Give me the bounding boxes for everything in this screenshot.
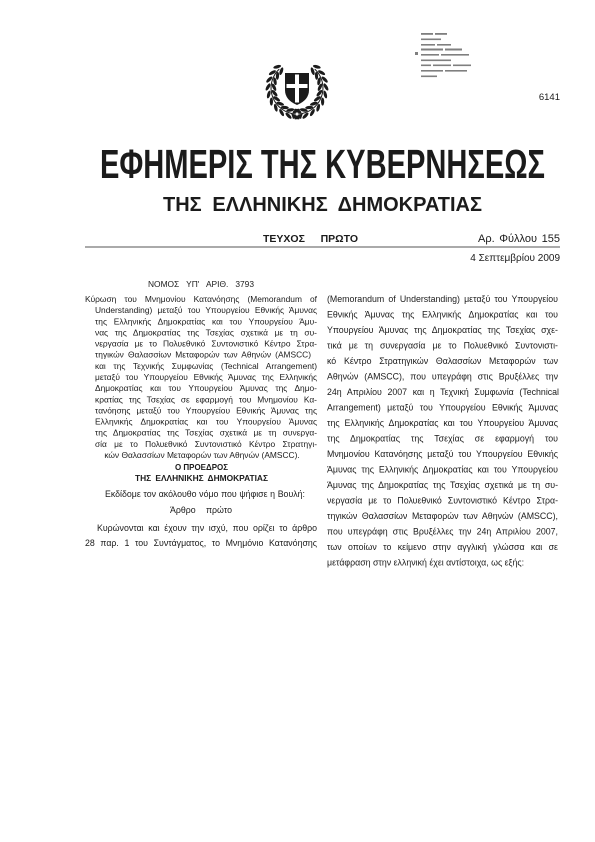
laurel-leaf: [273, 64, 282, 69]
right-column: [327, 294, 559, 568]
article-text-line: 24η Απριλίου 2007 και η Τεχνική Συμφωνία (Technical: [327, 387, 560, 397]
article-text-line: Άμυνας της Ελληνικής Δημοκρατίας και του Υπουργείου: [327, 464, 558, 475]
laurel-leaf: [278, 108, 285, 117]
cross-horizontal: [287, 84, 308, 88]
laurel-leaf: [310, 101, 319, 107]
enacting-formula: Εκδίδομε τον ακόλουθο νόμο που ψήφισε η Βουλή:: [105, 489, 305, 499]
page-number: 6141: [538, 92, 560, 103]
article-text-line: (Memorandum of Understanding) μεταξύ του Υπουργείου: [327, 294, 558, 304]
law-title-line: κρατίας της Τσεχίας σε εφαρμογή του Μνημονίου Κα-: [95, 394, 317, 405]
law-title-line: Ελληνικής Δημοκρατίας και του Υπουργείου Άμυνας: [95, 416, 317, 427]
gazette-subtitle: ΤΗΣ ΕΛΛΗΝΙΚΗΣ ΔΗΜΟΚΡΑΤΙΑΣ: [163, 194, 482, 216]
laurel-leaf: [310, 67, 316, 76]
law-title-line: Κύρωση του Μνημονίου Κατανόησης (Memorandum of: [85, 294, 318, 304]
article-text-line: μετάφραση στην ελληνική έχει αντίστοιχα, ως εξής:: [327, 557, 525, 568]
article-text-line: Αθηνών (AMSCC), που υπεγράφη στις Βρυξέλλες την: [327, 371, 559, 382]
law-title-line: Understanding) μεταξύ του Υπουργείου Εθνικής Άμυνας: [95, 305, 317, 316]
law-title-line: κών Θαλασσίων Μεταφορών των Αθηνών (AMSCC).: [104, 450, 300, 460]
article-text-line: Κυρώνονται και έχουν την ισχύ, που ορίζει το άρθρο: [97, 523, 317, 533]
law-title-line: μεταξύ του Υπουργείου Εθνικής Άμυνας της Ελληνικής: [95, 372, 318, 382]
cross-vertical: [295, 75, 299, 103]
law-title-line: νας της Δημοκρατίας της Τσεχίας σχετικά με τη συ-: [95, 327, 317, 338]
greek-coat-of-arms-icon: [265, 64, 330, 120]
article-text-line: της Δημοκρατίας της Τσεχίας σε εφαρμογή του: [327, 433, 558, 444]
laurel-leaf: [309, 108, 316, 117]
law-number: ΝΟΜΟΣ ΥΠ' ΑΡΙΘ. 3793: [148, 279, 254, 289]
laurel-leaf: [317, 69, 326, 76]
laurel-leaf: [265, 83, 272, 92]
laurel-leaf: [321, 98, 324, 106]
laurel-leaf: [323, 90, 328, 99]
article-text-line: Μνημονίου Κατανόησης μεταξύ του Υπουργείου Εθνικής: [327, 449, 558, 459]
law-title: [85, 294, 318, 460]
law-title-line: σία με το Πολυεθνικό Συντονιστικό Κέντρο Στρατηγι-: [95, 438, 318, 449]
article-text-line: που υπεγράφη στις Βρυξέλλες την 24η Απριλίου 2007,: [327, 526, 558, 537]
president-heading: Ο ΠΡΟΕΔΡΟΣ: [175, 462, 228, 472]
issue-date: 4 Σεπτεμβρίου 2009: [470, 253, 560, 264]
law-title-line: τηγικών Θαλασσίων Μεταφορών των Αθηνών (AMSCC): [95, 349, 312, 360]
laurel-leaf: [276, 101, 285, 107]
article-heading: Άρθρο πρώτο: [170, 505, 232, 515]
law-title-line: και της Τεχνικής Συμφωνίας (Technical Arrangement): [95, 360, 317, 371]
laurel-leaf: [268, 69, 277, 76]
laurel-leaf: [313, 64, 322, 69]
article-text-line: κό Κέντρο Στρατηγικών Θαλασσίων Μεταφορών των: [327, 356, 559, 366]
law-title-line: τανόησης μεταξύ του Υπουργείου Εθνικής Άμυνας της: [95, 405, 317, 416]
article-text-line: Arrangement) μεταξύ του Υπουργείου Εθνικής Άμυνας: [327, 402, 559, 413]
article-text-line: Εθνικής Άμυνας της Ελληνικής Δημοκρατίας και του: [327, 309, 558, 320]
article-text-line: τηγικών Θαλασσίων Μεταφορών των Αθηνών (AMSCC),: [327, 511, 558, 521]
issue-series: ΤΕΥΧΟΣ ΠΡΩΤΟ: [263, 233, 358, 245]
sheet-number: Αρ. Φύλλου 155: [478, 233, 560, 245]
law-title-line: της Δημοκρατίας της Τσεχίας σχετικά με τη συνεργα-: [95, 427, 318, 438]
article-text-line: των οποίων το κείμενο στην αγγλική γλώσσα και σε: [327, 542, 558, 552]
gazette-title: ΕΦΗΜΕΡΙΣ ΤΗΣ ΚΥΒΕΡΝΗΣΕΩΣ: [100, 141, 545, 187]
president-heading: ΤΗΣ ΕΛΛΗΝΙΚΗΣ ΔΗΜΟΚΡΑΤΙΑΣ: [135, 473, 268, 483]
law-title-line: νεργασία με το Πολυεθνικό Συντονιστικό Κέντρο Στρα-: [95, 338, 317, 349]
article-text-line: νεργασία με το Πολυεθνικό Συντονιστικό Κέντρο Στρα-: [327, 495, 559, 506]
article-text-line: Υπουργείου Άμυνας της Δημοκρατίας της Τσεχίας σχε-: [327, 325, 558, 335]
article-text-line: 28 παρ. 1 του Συντάγματος, το Μνημόνιο Κατανόησης: [85, 538, 318, 548]
article-text-line: τικά με τη συνεργασία με το Πολυεθνικό Συντονιστι-: [327, 340, 558, 351]
law-title-line: Δημοκρατίας και του Υπουργείου Άμυνας της Δημο-: [95, 383, 317, 394]
laurel-leaf: [278, 67, 284, 76]
laurel-leaf: [270, 98, 273, 106]
article-text-line: Άμυνας της Δημοκρατίας της Τσεχίας σχετικά με τη συ-: [327, 480, 559, 490]
left-column: [85, 279, 318, 548]
laurel-leaf: [323, 83, 330, 92]
digital-signature-stamp: [415, 33, 471, 77]
article-text-line: της Ελληνικής Δημοκρατίας και του Υπουργείου Άμυνας: [327, 418, 558, 428]
law-title-line: της Ελληνικής Δημοκρατίας και του Υπουργείου Άμυ-: [95, 316, 317, 327]
laurel-leaf: [266, 90, 271, 99]
